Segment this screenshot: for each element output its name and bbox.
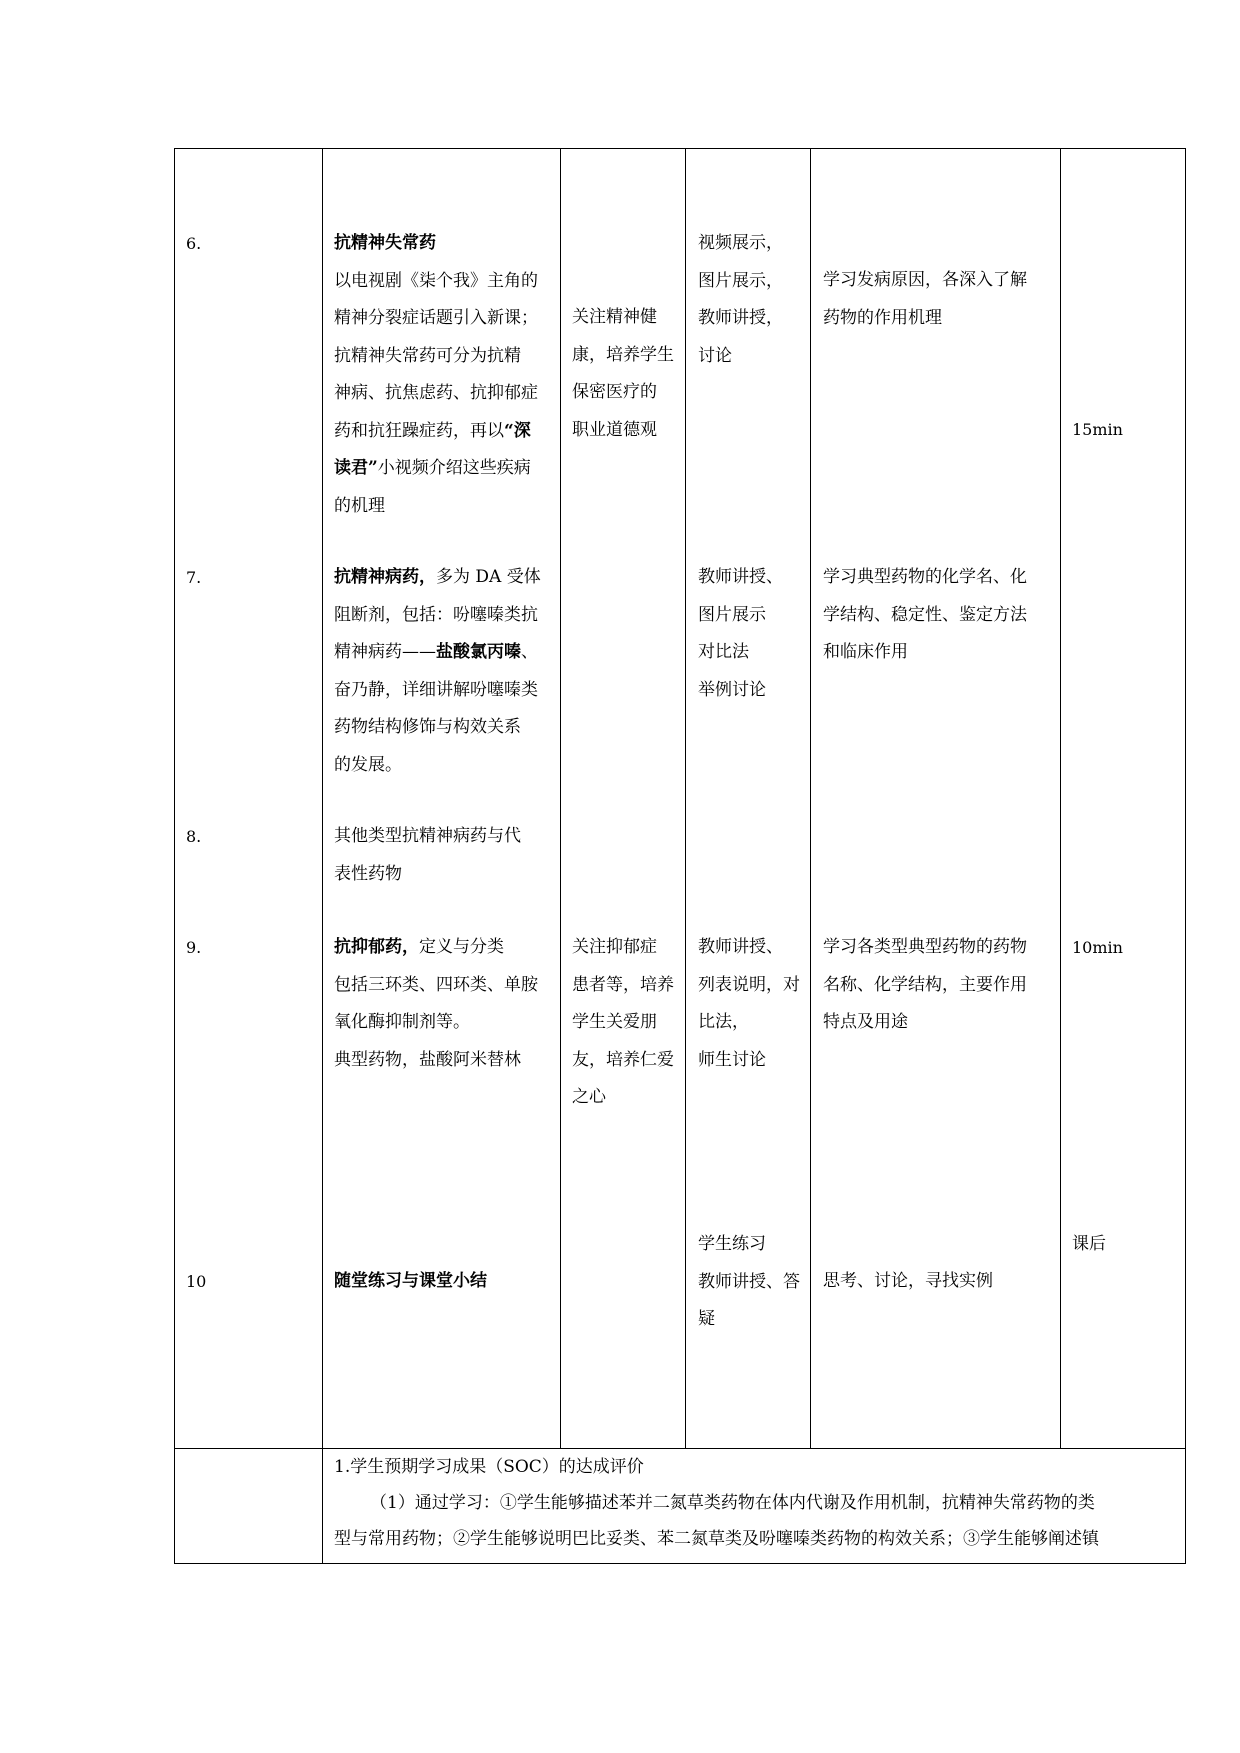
table-divider	[174, 1448, 1186, 1449]
evaluation-heading: 1.学生预期学习成果（SOC）的达成评价	[334, 1457, 644, 1477]
row-7-line-text: 、	[521, 642, 538, 662]
row-9-activity: 学习各类型典型药物的药物	[823, 937, 1027, 957]
row-7-line	[334, 634, 541, 672]
row-6-number: 6.	[186, 234, 202, 253]
row-9-ideology-line: 友，培养仁爱	[572, 1049, 674, 1070]
row-9-activity: 特点及用途	[823, 1012, 908, 1032]
row-6-ideology-line: 职业道德观	[572, 419, 657, 440]
row-9-line	[334, 929, 538, 967]
row-6-line: 的机理	[334, 495, 385, 516]
row-6-activity: 学习发病原因，各深入了解	[823, 270, 1027, 290]
row-7-line-text: 精神病药——	[334, 642, 436, 662]
row-6-line: 神病、抗焦虑药、抗抑郁症	[334, 383, 538, 403]
row-9-line: 包括三环类、四环类、单胺	[334, 974, 538, 995]
row-10-content	[334, 1263, 487, 1301]
row-6-line: 精神分裂症话题引入新课；	[334, 308, 538, 328]
row-9-method: 师生讨论	[698, 1049, 766, 1070]
row-7-activity: 和临床作用	[823, 642, 908, 662]
row-9-ideology-line: 关注抑郁症	[572, 937, 657, 957]
row-6-ideology-line: 关注精神健	[572, 307, 657, 327]
row-9-method: 列表说明，对	[698, 974, 800, 995]
row-6-method: 讨论	[698, 345, 732, 366]
row-7-activity: 学结构、稳定性、鉴定方法	[823, 604, 1027, 625]
row-10-method: 学生练习	[698, 1234, 766, 1254]
row-9-number: 9.	[186, 938, 202, 957]
row-6-time: 15min	[1072, 420, 1123, 439]
row-9-title: 抗抑郁药，	[334, 937, 419, 957]
row-9-time: 10min	[1072, 938, 1123, 957]
row-8-line: 表性药物	[334, 863, 402, 884]
row-7-line: 药物结构修饰与构效关系	[334, 717, 521, 737]
row-8-line: 其他类型抗精神病药与代	[334, 826, 521, 846]
row-6-activities	[823, 262, 1027, 337]
row-10-activities	[823, 1263, 993, 1301]
col-divider-time	[1060, 148, 1061, 1448]
row-10-title: 随堂练习与课堂小结	[334, 1271, 487, 1291]
row-6-activity: 药物的作用机理	[823, 307, 942, 328]
evaluation-paragraph-line-2: 型与常用药物；②学生能够说明巴比妥类、苯二氮草类及吩噻嗪类药物的构效关系；③学生能够阐述镇	[334, 1529, 1099, 1549]
col-divider-activities	[810, 148, 811, 1448]
row-6-methods	[698, 225, 783, 375]
row-7-title-rest: 多为 DA 受体	[436, 567, 541, 587]
row-7-number: 7.	[186, 568, 202, 587]
row-6-title: 抗精神失常药	[334, 233, 436, 253]
col-divider-content	[322, 148, 323, 1564]
row-7-line: 阻断剂，包括：吩噻嗪类抗	[334, 604, 538, 625]
row-8-content	[334, 818, 521, 893]
row-9-ideology-line: 患者等，培养	[572, 974, 674, 995]
row-7-method: 对比法	[698, 642, 749, 662]
row-9-title-rest: 定义与分类	[419, 937, 504, 957]
evaluation-paragraph-line-1: （1）通过学习：①学生能够描述苯并二氮草类药物在体内代谢及作用机制，抗精神失常药物的类	[370, 1493, 1095, 1513]
row-7-line: 的发展。	[334, 754, 402, 775]
row-7-methods	[698, 559, 783, 709]
row-6-line	[334, 450, 538, 488]
row-7-method: 教师讲授、	[698, 567, 783, 587]
row-6-ideology-line: 保密医疗的	[572, 382, 657, 402]
table-bottom-border	[174, 1563, 1186, 1564]
row-10-time: 课后	[1072, 1234, 1106, 1254]
row-9-methods	[698, 929, 800, 1079]
row-7-method: 图片展示	[698, 604, 766, 625]
row-8-number: 8.	[186, 827, 202, 846]
row-6-line	[334, 413, 538, 451]
row-7-title: 抗精神病药，	[334, 567, 436, 587]
row-6-method: 教师讲授，	[698, 308, 783, 328]
row-10-method: 疑	[698, 1309, 715, 1329]
row-6-line: 抗精神失常药可分为抗精	[334, 345, 521, 366]
row-6-ideology	[572, 299, 674, 449]
row-7-content	[334, 559, 541, 784]
row-6-bold-quote-end: 读君”	[334, 458, 378, 478]
row-6-method: 图片展示，	[698, 270, 783, 291]
table-top-border	[174, 148, 1186, 149]
row-9-content	[334, 929, 538, 1079]
row-9-ideology-line: 之心	[572, 1087, 606, 1107]
row-10-method: 教师讲授、答	[698, 1271, 800, 1292]
row-9-method: 比法，	[698, 1012, 749, 1032]
row-10-activity: 思考、讨论，寻找实例	[823, 1271, 993, 1291]
col-divider-methods	[685, 148, 686, 1448]
row-7-activities	[823, 559, 1027, 672]
row-9-ideology	[572, 929, 674, 1117]
row-10-number: 10	[186, 1272, 207, 1291]
row-9-method: 教师讲授、	[698, 937, 783, 957]
row-6-ideology-line: 康，培养学生	[572, 344, 674, 365]
row-9-line: 氧化酶抑制剂等。	[334, 1012, 470, 1032]
row-7-line: 奋乃静，详细讲解吩噻嗪类	[334, 679, 538, 700]
row-6-line-text: 小视频介绍这些疾病	[377, 458, 531, 478]
row-7-activity: 学习典型药物的化学名、化	[823, 567, 1027, 587]
row-9-ideology-line: 学生关爱朋	[572, 1012, 657, 1032]
row-9-activity: 名称、化学结构，主要作用	[823, 974, 1027, 995]
row-7-method: 举例讨论	[698, 679, 766, 700]
table-right-border	[1185, 148, 1186, 1564]
col-divider-ideology	[560, 148, 561, 1448]
row-9-activities	[823, 929, 1027, 1042]
table-left-border	[174, 148, 175, 1564]
row-6-content	[334, 225, 538, 525]
row-10-methods	[698, 1226, 800, 1339]
row-7-bold-drug: 盐酸氯丙嗪	[436, 642, 521, 662]
row-7-line	[334, 559, 541, 597]
row-6-line-text: 药和抗狂躁症药，再以	[334, 420, 504, 441]
row-9-line: 典型药物，盐酸阿米替林	[334, 1049, 521, 1070]
row-6-line: 以电视剧《柒个我》主角的	[334, 270, 538, 291]
row-6-method: 视频展示，	[698, 233, 783, 253]
row-6-bold-quote: “深	[504, 420, 531, 441]
